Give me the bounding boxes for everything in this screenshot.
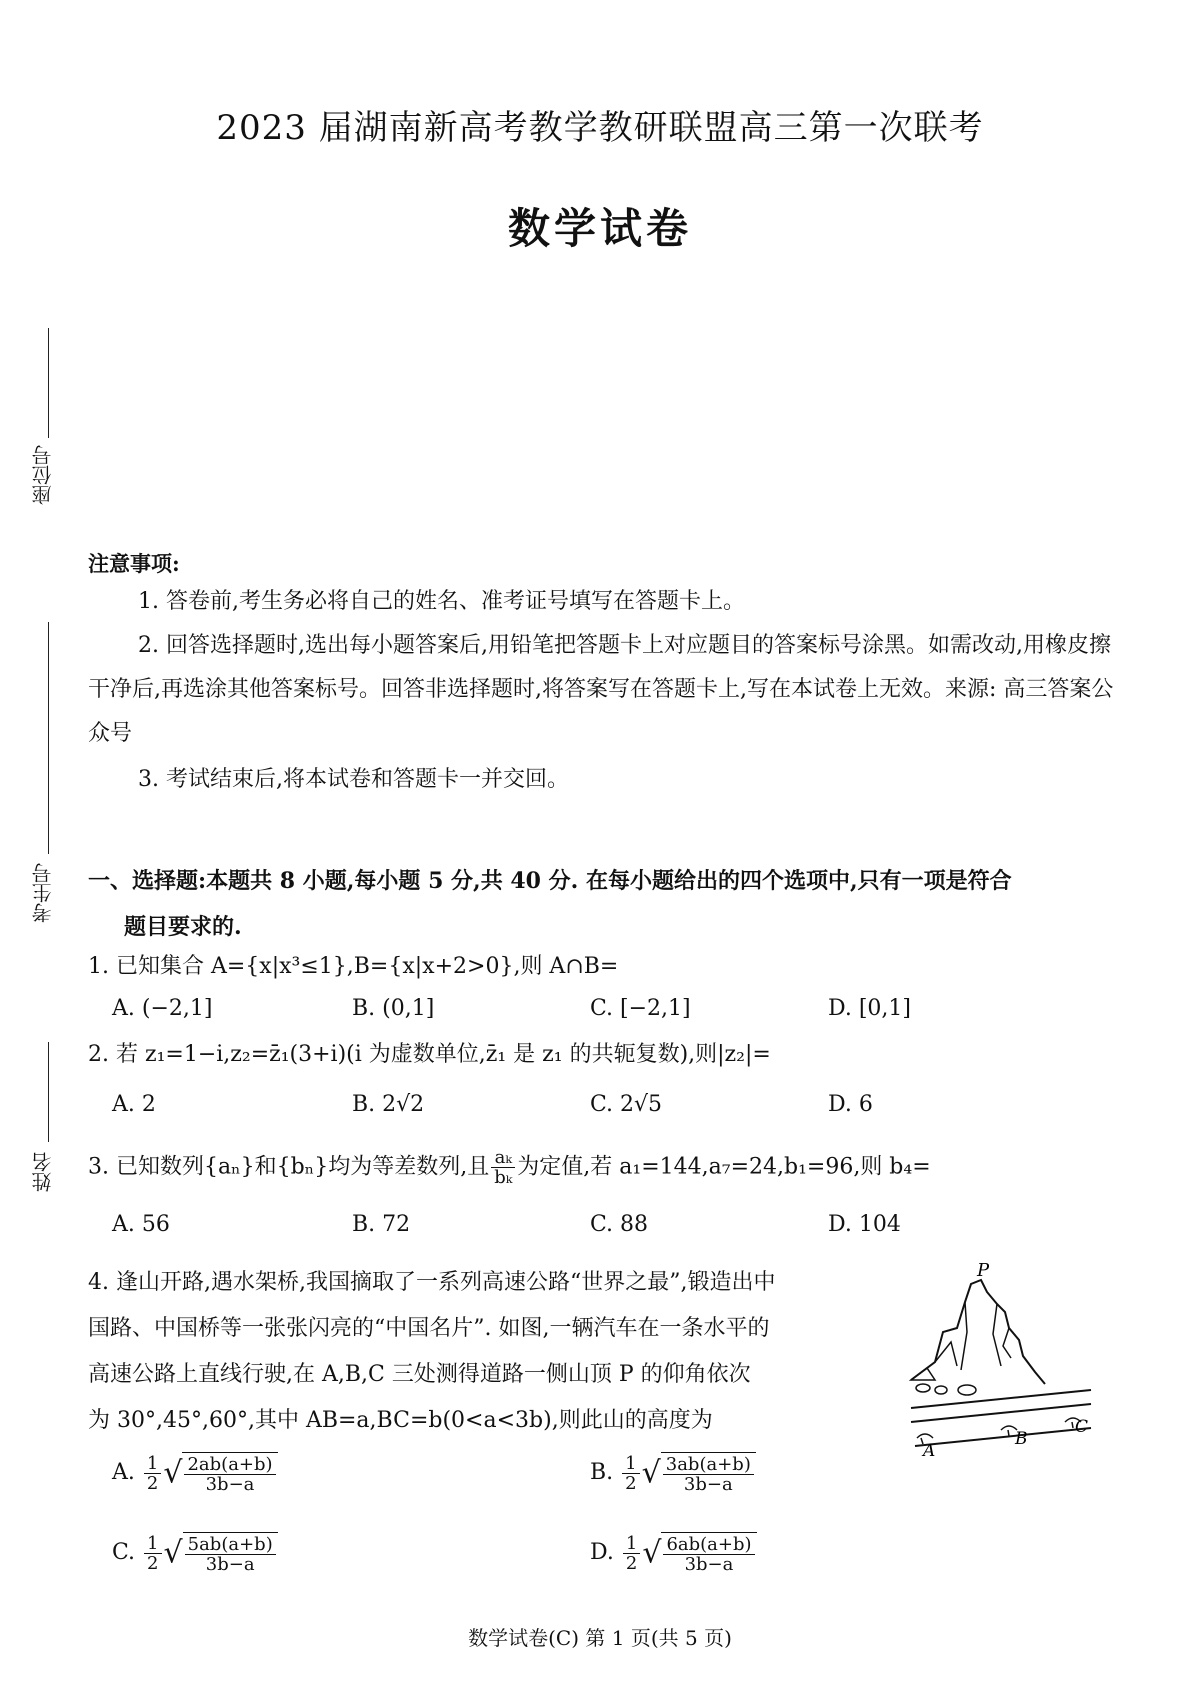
notes-heading: 注意事项:: [88, 551, 180, 576]
question-3-stem-suffix: 为定值,若 a₁=144,a₇=24,b₁=96,则 b₄=: [517, 1154, 931, 1180]
peak-label: P: [977, 1262, 990, 1281]
question-1-option-d: D. [0,1]: [828, 996, 911, 1021]
note-item: 3. 考试结束后,将本试卷和答题卡一并交回。: [138, 767, 569, 792]
radicand-num: 6ab(a+b): [663, 1535, 754, 1555]
seat-number-line: [48, 328, 49, 438]
radical-sign: √: [641, 1455, 661, 1491]
seat-number-label: 座位号: [31, 445, 55, 505]
question-4-option-a: [112, 1452, 278, 1494]
road-edge-bottom: [915, 1428, 1091, 1446]
coefficient-fraction: [623, 1534, 640, 1573]
fraction-numerator: aₖ: [491, 1148, 515, 1168]
radicand-den: 3b−a: [683, 1474, 733, 1495]
radical-sign: √: [642, 1535, 662, 1571]
mountain-ridges: [935, 1302, 1011, 1370]
name-line: [48, 1042, 49, 1142]
radicand: [661, 1452, 756, 1494]
name-field: [28, 1042, 62, 1197]
fraction-denominator: bₖ: [494, 1167, 513, 1188]
question-3-option-d: D. 104: [828, 1212, 901, 1237]
coef-num: 1: [144, 1454, 161, 1474]
radicand-den: 3b−a: [205, 1474, 255, 1495]
ratio-fraction: [491, 1148, 515, 1187]
radicand-num: 5ab(a+b): [185, 1535, 276, 1555]
name-label: 姓名: [31, 1152, 55, 1192]
exam-title: 2023 届湖南新高考教学教研联盟高三第一次联考: [216, 108, 984, 148]
point-a-label: A: [923, 1441, 936, 1461]
exam-number-field: [28, 622, 62, 927]
radicand-den: 3b−a: [684, 1554, 734, 1575]
coef-num: 1: [144, 1534, 161, 1554]
question-2-stem: 2. 若 z₁=1−i,z₂=z̄₁(3+i)(i 为虚数单位,z̄₁ 是 z₁ 的共轭复数),则|z₂|=: [88, 1042, 771, 1067]
radicand: [183, 1532, 278, 1574]
coef-den: 2: [625, 1552, 638, 1574]
coef-den: 2: [625, 1472, 637, 1494]
question-2-option-a: A. 2: [112, 1092, 156, 1117]
coef-den: 2: [147, 1552, 159, 1574]
question-4-stem-line: 高速公路上直线行驶,在 A,B,C 三处测得道路一侧山顶 P 的仰角依次: [88, 1362, 751, 1387]
mountain-road-figure: [905, 1262, 1095, 1462]
exam-number-label: 考生号: [31, 863, 55, 923]
question-4-option-c: [112, 1532, 278, 1574]
mountain-outline: [911, 1280, 1045, 1384]
paper-subtitle: 数学试卷: [507, 204, 692, 253]
radicand-num: 2ab(a+b): [184, 1455, 275, 1475]
question-2-option-d: D. 6: [828, 1092, 873, 1117]
question-3-stem-prefix: 3. 已知数列{aₙ}和{bₙ}均为等差数列,且: [88, 1154, 490, 1180]
question-4-stem-line: 国路、中国桥等一张张闪亮的“中国名片”. 如图,一辆汽车在一条水平的: [88, 1316, 770, 1341]
coefficient-fraction: [144, 1454, 161, 1493]
option-label: B.: [590, 1460, 614, 1485]
seat-number-field: [28, 328, 62, 508]
radicand-fraction: [663, 1455, 754, 1494]
radicand-fraction: [184, 1455, 275, 1494]
page-footer: 数学试卷(C) 第 1 页(共 5 页): [468, 1626, 732, 1650]
radicand-fraction: [663, 1535, 754, 1574]
radicand-den: 3b−a: [205, 1554, 255, 1575]
question-2-option-c: C. 2√5: [590, 1092, 663, 1117]
question-1-option-c: C. [−2,1]: [590, 996, 691, 1021]
option-label: C.: [112, 1540, 136, 1565]
radicand: [661, 1532, 756, 1574]
option-label: D.: [590, 1540, 614, 1565]
coef-num: 1: [623, 1534, 640, 1554]
question-1-option-a: A. (−2,1]: [112, 996, 213, 1021]
question-2-option-b: B. 2√2: [352, 1092, 425, 1117]
point-c-label: C: [1075, 1417, 1089, 1437]
radical-sign: √: [163, 1455, 183, 1491]
option-label: A.: [112, 1460, 135, 1485]
boulder: [935, 1386, 947, 1394]
question-4-stem-line: 4. 逢山开路,遇水架桥,我国摘取了一系列高速公路“世界之最”,锻造出中: [88, 1270, 776, 1295]
section-heading-line2: 题目要求的.: [124, 914, 242, 940]
radicand-num: 3ab(a+b): [663, 1455, 754, 1475]
question-3-option-b: B. 72: [352, 1212, 411, 1237]
exam-number-line: [48, 622, 49, 854]
question-1-option-b: B. (0,1]: [352, 996, 435, 1021]
question-3-stem: [88, 1148, 1128, 1187]
coefficient-fraction: [144, 1534, 161, 1573]
radicand: [182, 1452, 277, 1494]
question-4-stem-line: 为 30°,45°,60°,其中 AB=a,BC=b(0<a<3b),则此山的高度为: [88, 1408, 713, 1433]
coef-den: 2: [146, 1472, 159, 1494]
road-edge-middle: [911, 1404, 1091, 1422]
question-1-stem: 1. 已知集合 A={x|x³≤1},B={x|x+2>0},则 A∩B=: [88, 954, 619, 979]
question-3-option-a: A. 56: [112, 1212, 170, 1237]
boulder: [916, 1384, 930, 1392]
question-4-stem: [88, 1260, 898, 1444]
coefficient-fraction: [622, 1454, 639, 1493]
section-heading-line1: 一、选择题:本题共 8 小题,每小题 5 分,共 40 分. 在每小题给出的四个选项中,只有一项是符合: [88, 868, 1012, 894]
note-item: 2. 回答选择题时,选出每小题答案后,用铅笔把答题卡上对应题目的答案标号涂黑。如需改动,用橡皮擦干净后,再选涂其他答案标号。回答非选择题时,将答案写在答题卡上,写在本试卷上无效。来源: 高三答案公众号: [88, 633, 1114, 746]
question-4-option-b: [590, 1452, 756, 1494]
note-item: 1. 答卷前,考生务必将自己的姓名、准考证号填写在答题卡上。: [138, 589, 745, 614]
point-b-label: B: [1015, 1429, 1028, 1449]
boulder: [958, 1385, 976, 1395]
coef-num: 1: [622, 1454, 639, 1474]
radicand-fraction: [185, 1535, 276, 1574]
section-heading: [88, 858, 1128, 950]
question-4-option-d: [590, 1532, 757, 1574]
radical-sign: √: [163, 1535, 183, 1571]
question-3-option-c: C. 88: [590, 1212, 649, 1237]
